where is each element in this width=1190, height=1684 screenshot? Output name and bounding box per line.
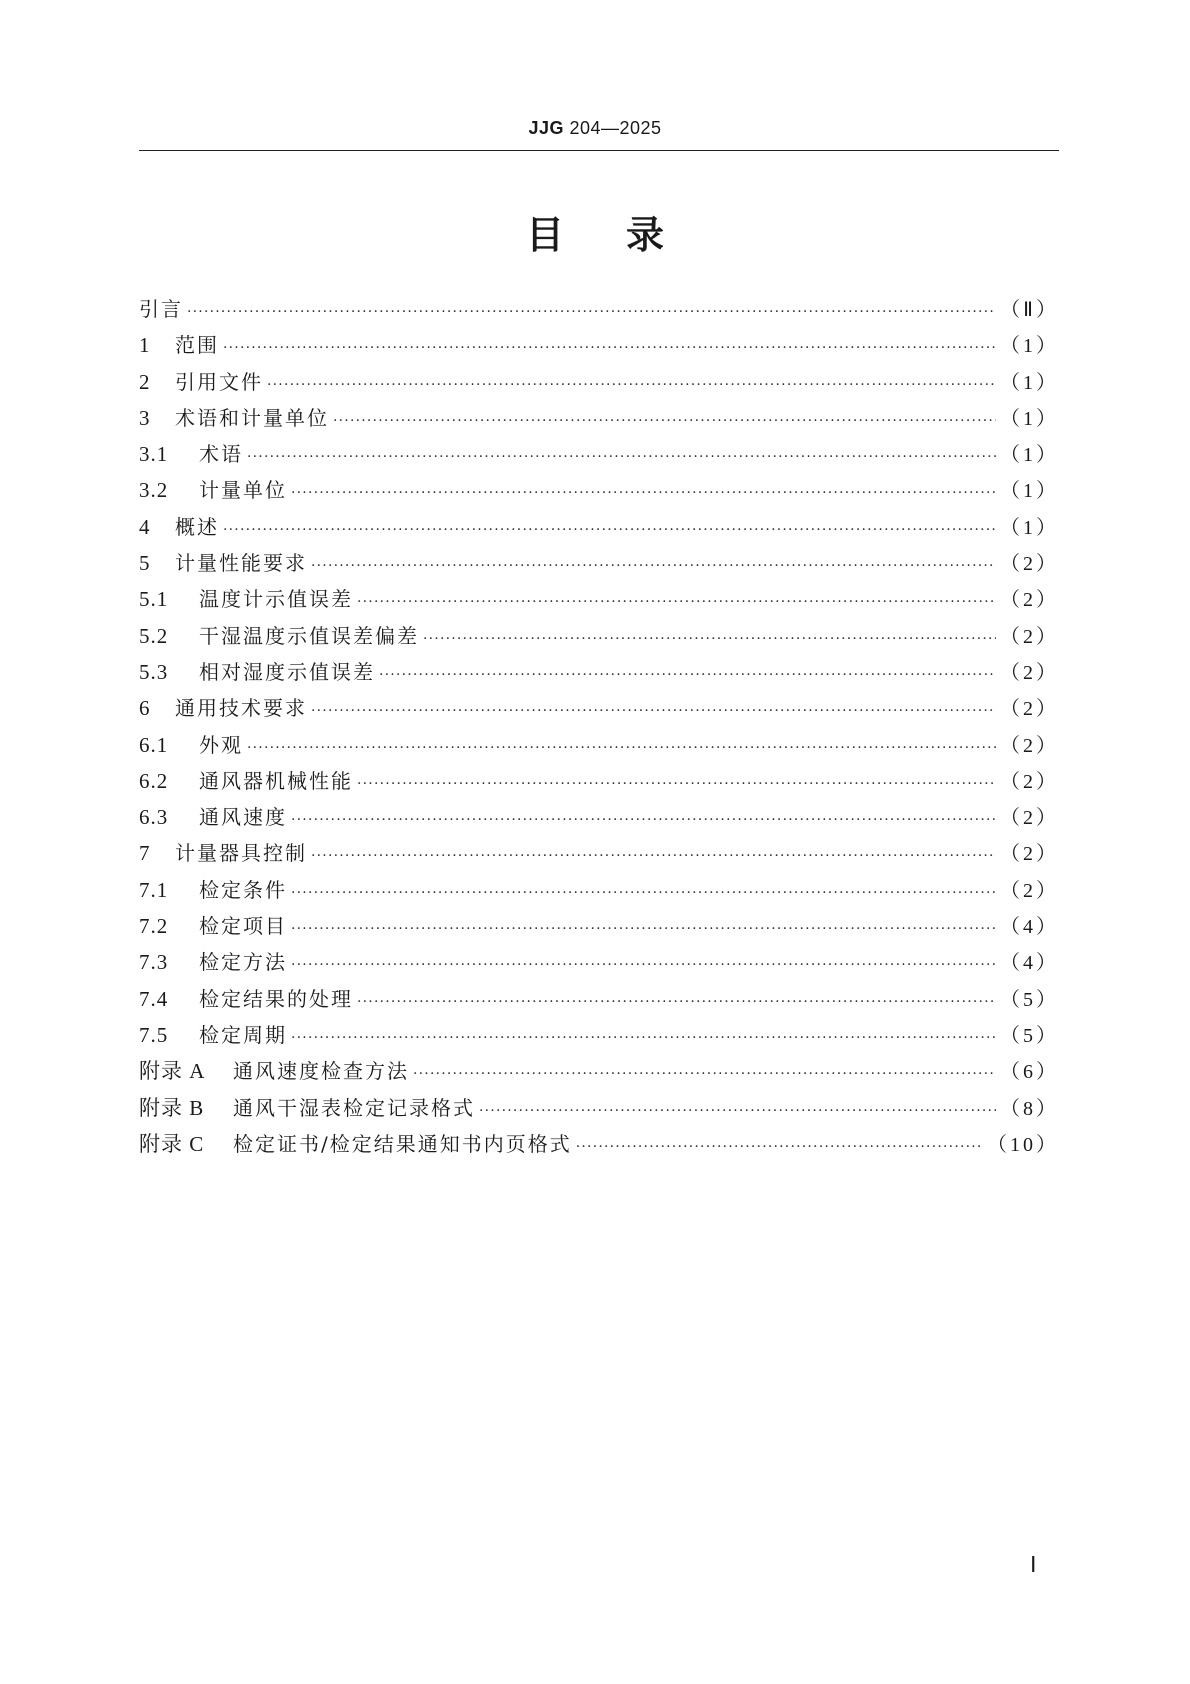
toc-entry[interactable] — [139, 981, 1059, 1017]
table-of-contents — [139, 291, 1059, 1162]
toc-entry-number: 3.1 — [139, 442, 169, 467]
toc-leader-dots — [291, 947, 996, 983]
toc-entry-label: 概述 — [175, 514, 219, 539]
toc-entry-page: （1） — [1000, 444, 1059, 467]
toc-entry-label: 引用文件 — [175, 369, 263, 394]
toc-entry-number: 7 — [139, 841, 151, 866]
toc-entry-number: 3 — [139, 405, 151, 430]
toc-entry-page: （2） — [1000, 661, 1059, 684]
toc-entry-label: 通风速度检查方法 — [233, 1059, 409, 1084]
toc-entry-label: 检定周期 — [199, 1022, 287, 1047]
toc-entry-label: 术语 — [199, 442, 243, 467]
toc-leader-dots — [291, 875, 996, 911]
toc-entry-number: 5.1 — [139, 587, 169, 612]
toc-leader-dots — [311, 548, 996, 584]
toc-entry-label: 温度计示值误差 — [199, 587, 353, 612]
toc-leader-dots — [291, 1020, 996, 1056]
toc-entry[interactable] — [139, 944, 1059, 980]
toc-entry-page: （6） — [1000, 1061, 1059, 1084]
standard-code-number: 204—2025 — [563, 118, 662, 138]
toc-leader-dots — [247, 730, 996, 766]
page-number: Ⅰ — [1030, 1552, 1037, 1577]
toc-leader-dots — [291, 475, 996, 511]
toc-entry[interactable] — [139, 1126, 1059, 1162]
toc-entry-label: 通用技术要求 — [175, 696, 307, 721]
toc-title: 目录 — [525, 213, 726, 257]
toc-leader-dots — [333, 403, 996, 439]
toc-entry-number: 5.3 — [139, 659, 169, 684]
toc-entry[interactable] — [139, 727, 1059, 763]
toc-entry-page: （2） — [1000, 698, 1059, 721]
toc-entry[interactable] — [139, 472, 1059, 508]
toc-entry-label: 引言 — [139, 297, 183, 321]
toc-entry-label: 检定证书/检定结果通知书内页格式 — [233, 1131, 572, 1156]
toc-entry-page: （2） — [1000, 770, 1059, 793]
toc-entry-page: （2） — [1000, 589, 1059, 612]
toc-entry-label: 干湿温度示值误差偏差 — [199, 623, 419, 648]
toc-entry-page: （8） — [1000, 1097, 1059, 1120]
toc-entry[interactable] — [139, 799, 1059, 835]
toc-leader-dots — [311, 693, 996, 729]
toc-entry-page: （2） — [1000, 843, 1059, 866]
toc-entry-page: （2） — [1000, 807, 1059, 830]
toc-entry-page: （5） — [1000, 1024, 1059, 1047]
toc-leader-dots — [223, 330, 996, 366]
toc-entry-page: （2） — [1000, 879, 1059, 902]
toc-entry[interactable] — [139, 908, 1059, 944]
toc-entry-page: （5） — [1000, 988, 1059, 1011]
toc-entry-number: 5 — [139, 551, 151, 576]
toc-entry[interactable] — [139, 364, 1059, 400]
toc-entry-number: 附录 B — [139, 1095, 205, 1120]
toc-leader-dots — [311, 838, 996, 874]
toc-entry-page: （2） — [1000, 625, 1059, 648]
toc-entry-label: 计量器具控制 — [175, 841, 307, 866]
toc-entry-label: 检定方法 — [199, 950, 287, 975]
toc-leader-dots — [357, 984, 996, 1020]
toc-entry-label: 术语和计量单位 — [175, 405, 329, 430]
toc-entry-page: （1） — [1000, 516, 1059, 539]
toc-entry-number: 1 — [139, 333, 151, 358]
toc-entry-page: （2） — [1000, 553, 1059, 576]
toc-entry-number: 附录 A — [139, 1059, 206, 1084]
toc-entry-number: 3.2 — [139, 478, 169, 503]
toc-entry-number: 6.2 — [139, 768, 169, 793]
toc-entry-page: （1） — [1000, 371, 1059, 394]
toc-entry[interactable] — [139, 1090, 1059, 1126]
toc-leader-dots — [291, 911, 996, 947]
toc-entry[interactable] — [139, 872, 1059, 908]
toc-leader-dots — [413, 1056, 996, 1092]
toc-entry-label: 通风器机械性能 — [199, 768, 353, 793]
toc-entry[interactable] — [139, 835, 1059, 871]
toc-leader-dots — [223, 512, 996, 548]
toc-entry[interactable] — [139, 291, 1059, 327]
toc-entry-number: 6 — [139, 696, 151, 721]
toc-entry-label: 检定条件 — [199, 877, 287, 902]
header-rule — [139, 150, 1059, 151]
toc-entry-number: 5.2 — [139, 623, 169, 648]
toc-leader-dots — [479, 1093, 996, 1129]
toc-leader-dots — [423, 621, 996, 657]
toc-leader-dots — [357, 584, 996, 620]
toc-leader-dots — [267, 367, 996, 403]
toc-leader-dots — [576, 1129, 983, 1165]
toc-entry-number: 6.3 — [139, 805, 169, 830]
toc-entry-label: 计量性能要求 — [175, 551, 307, 576]
toc-entry[interactable] — [139, 509, 1059, 545]
toc-entry-page: （1） — [1000, 480, 1059, 503]
toc-entry-page: （10） — [987, 1133, 1059, 1156]
toc-entry[interactable] — [139, 618, 1059, 654]
toc-entry[interactable] — [139, 545, 1059, 581]
toc-entry-number: 7.1 — [139, 877, 169, 902]
toc-entry-page: （4） — [1000, 916, 1059, 939]
toc-entry-number: 7.4 — [139, 986, 169, 1011]
toc-leader-dots — [379, 657, 996, 693]
toc-entry-label: 检定项目 — [199, 914, 287, 939]
toc-leader-dots — [187, 294, 996, 330]
toc-entry[interactable] — [139, 581, 1059, 617]
toc-entry-number: 7.5 — [139, 1022, 169, 1047]
toc-entry-page: （1） — [1000, 407, 1059, 430]
toc-entry[interactable] — [139, 763, 1059, 799]
running-header — [0, 118, 1190, 139]
toc-entry[interactable] — [139, 1053, 1059, 1089]
toc-entry[interactable] — [139, 1017, 1059, 1053]
toc-entry[interactable] — [139, 327, 1059, 363]
toc-entry-page: （1） — [1000, 335, 1059, 358]
standard-code-prefix: JJG — [528, 118, 564, 138]
toc-entry-page: （4） — [1000, 952, 1059, 975]
toc-entry[interactable] — [139, 400, 1059, 436]
toc-entry-page: （Ⅱ） — [1000, 299, 1059, 321]
toc-entry[interactable] — [139, 690, 1059, 726]
toc-entry-label: 相对湿度示值误差 — [199, 659, 375, 684]
toc-entry[interactable] — [139, 436, 1059, 472]
toc-entry-number: 4 — [139, 514, 151, 539]
toc-leader-dots — [291, 802, 996, 838]
toc-entry-number: 附录 C — [139, 1131, 205, 1156]
toc-entry-label: 通风干湿表检定记录格式 — [233, 1095, 475, 1120]
toc-entry-label: 检定结果的处理 — [199, 986, 353, 1011]
toc-entry-number: 6.1 — [139, 732, 169, 757]
toc-entry-number: 7.2 — [139, 914, 169, 939]
toc-leader-dots — [247, 439, 996, 475]
toc-entry-label: 外观 — [199, 732, 243, 757]
toc-entry-label: 范围 — [175, 333, 219, 358]
toc-entry-number: 7.3 — [139, 950, 169, 975]
toc-entry[interactable] — [139, 654, 1059, 690]
toc-entry-number: 2 — [139, 369, 151, 394]
toc-entry-label: 通风速度 — [199, 805, 287, 830]
toc-entry-page: （2） — [1000, 734, 1059, 757]
toc-entry-label: 计量单位 — [199, 478, 287, 503]
toc-leader-dots — [357, 766, 996, 802]
